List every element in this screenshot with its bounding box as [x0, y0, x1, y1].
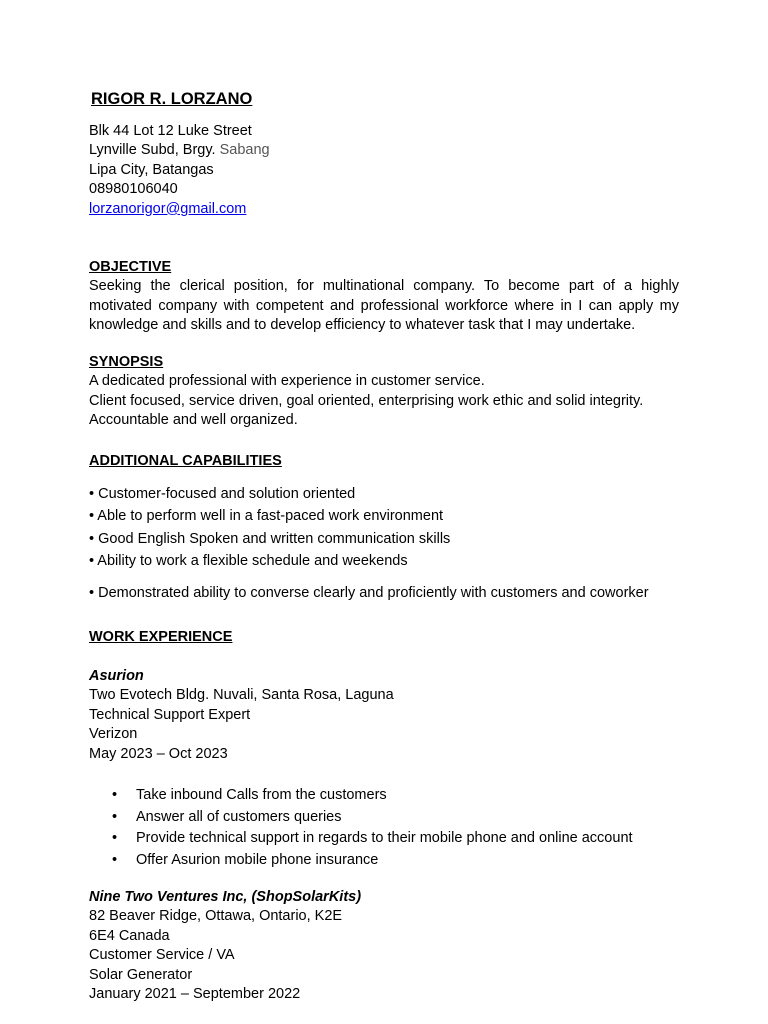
list-item [112, 785, 633, 807]
list-item [112, 828, 633, 850]
job-company: Asurion [89, 668, 144, 684]
job-address: Two Evotech Bldg. Nuvali, Santa Rosa, Laguna [89, 687, 394, 704]
capability-item: • Good English Spoken and written communication skills [89, 531, 451, 547]
job-asurion [89, 667, 679, 764]
work-heading: WORK EXPERIENCE [89, 629, 233, 645]
capability-item: • Able to perform well in a fast-paced work environment [89, 508, 444, 524]
address-line-2-street: Lynville Subd, Brgy. [89, 142, 216, 159]
job-title: Technical Support Expert [89, 706, 251, 723]
job-account: Solar Generator [89, 966, 193, 983]
list-item [112, 850, 633, 872]
capabilities-heading: ADDITIONAL CAPABILITIES [89, 453, 282, 469]
address-line-2-barangay: Sabang [219, 142, 270, 159]
job-title: Customer Service / VA [89, 947, 235, 964]
synopsis-line-3: Accountable and well organized. [89, 412, 298, 429]
phone-number: 08980106040 [89, 181, 178, 198]
bullet-icon: • [112, 830, 118, 847]
objective-text: Seeking the clerical position, for multinational company. To become part of a highly motivated company with competent and professional workforce where in I can apply my knowledge and skills and to develop efficiency to whatever task that I may undertake. [89, 278, 679, 334]
applicant-name: RIGOR R. LORZANO [91, 90, 253, 108]
synopsis-line-1: A dedicated professional with experience in customer service. [89, 373, 485, 390]
duty-text: Provide technical support in regards to their mobile phone and online account [136, 830, 633, 847]
duty-text: Take inbound Calls from the customers [136, 787, 387, 803]
bullet-icon: • [112, 787, 118, 803]
synopsis-section [89, 353, 679, 431]
synopsis-heading: SYNOPSIS [89, 354, 164, 370]
objective-heading: OBJECTIVE [89, 259, 172, 275]
job-dates: May 2023 – Oct 2023 [89, 745, 228, 762]
bullet-icon: • [112, 808, 118, 825]
job-account: Verizon [89, 726, 138, 743]
address-line-2 [89, 141, 679, 160]
capability-item: • Customer-focused and solution oriented [89, 486, 356, 502]
email-link[interactable]: lorzanorigor@gmail.com [89, 200, 247, 217]
capability-item: • Ability to work a flexible schedule and weekends [89, 553, 408, 569]
job-address: 82 Beaver Ridge, Ottawa, Ontario, K2E [89, 908, 343, 925]
job-shopsolarkits [89, 888, 679, 1004]
objective-section [89, 258, 679, 336]
bullet-icon: • [112, 851, 118, 868]
job-duties-list [112, 785, 633, 871]
job-address-cont: 6E4 Canada [89, 927, 170, 944]
job-dates: January 2021 – September 2022 [89, 986, 301, 1003]
list-item [112, 807, 633, 829]
duty-text: Answer all of customers queries [136, 808, 342, 825]
contact-block [89, 122, 679, 219]
synopsis-line-2: Client focused, service driven, goal oriented, enterprising work ethic and solid integrity. [89, 392, 644, 409]
address-line-3: Lipa City, Batangas [89, 161, 214, 178]
job-company: Nine Two Ventures Inc, (ShopSolarKits) [89, 889, 362, 905]
duty-text: Offer Asurion mobile phone insurance [136, 851, 379, 868]
capability-item: • Demonstrated ability to converse clearly and proficiently with customers and coworker [89, 585, 649, 601]
address-line-1: Blk 44 Lot 12 Luke Street [89, 123, 252, 139]
